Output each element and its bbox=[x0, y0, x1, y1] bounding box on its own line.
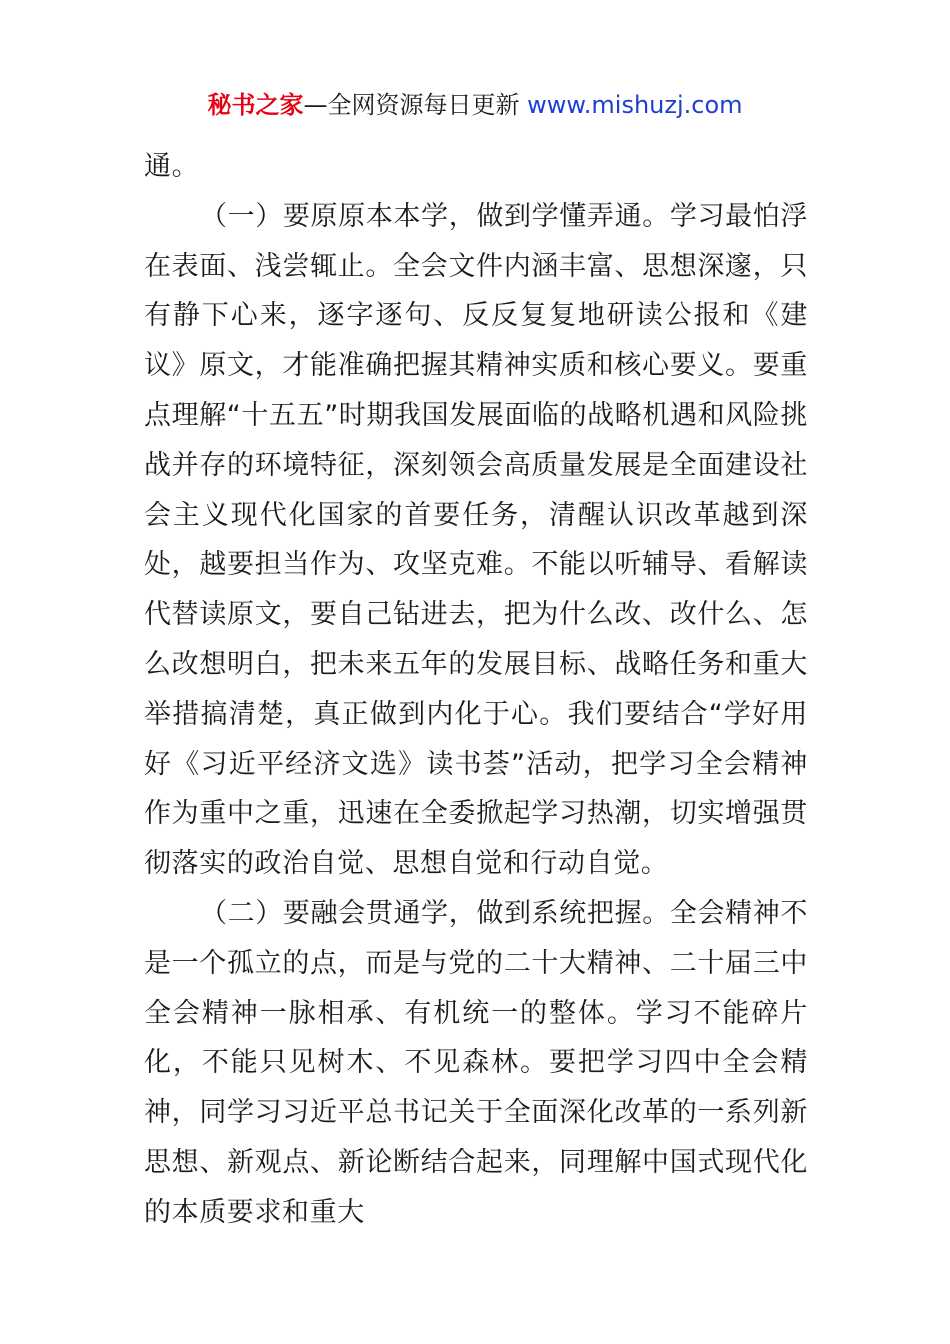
paragraph-section-1: （一）要原原本本学，做到学懂弄通。学习最怕浮在表面、浅尝辄止。全会文件内涵丰富、思想深邃，只有静下心来，逐字逐句、反反复复地研读公报和《建议》原文，才能准确把握其精神实质和核心要义。要重点理解“十五五”时期我国发展面临的战略机遇和风险挑战并存的环境特征，深刻领会高质量发展是全面建设社会主义现代化国家的首要任务，清醒认识改革越到深处，越要担当作为、攻坚克难。不能以听辅导、看解读代替读原文，要自己钻进去，把为什么改、改什么、怎么改想明白，把未来五年的发展目标、战略任务和重大举措搞清楚，真正做到内化于心。我们要结合“学好用好《习近平经济文选》读书荟”活动，把学习全会精神作为重中之重，迅速在全委掀起学习热潮，切实增强贯彻落实的政治自觉、思想自觉和行动自觉。 bbox=[144, 200, 808, 880]
document-body bbox=[144, 142, 808, 1238]
site-header bbox=[0, 88, 950, 122]
paragraph-section-2: （二）要融会贯通学，做到系统把握。全会精神不是一个孤立的点，而是与党的二十大精神、二十届三中全会精神一脉相承、有机统一的整体。学习不能碎片化，不能只见树木、不见森林。要把学习四中全会精神，同学习习近平总书记关于全面深化改革的一系列新思想、新观点、新论断结合起来，同理解中国式现代化的本质要求和重大 bbox=[144, 897, 808, 1228]
paragraph-continuation: 通。 bbox=[144, 151, 200, 182]
site-slogan: —全网资源每日更新 bbox=[303, 91, 528, 119]
site-brand: 秘书之家 bbox=[207, 91, 304, 119]
site-url-link[interactable]: www.mishuzj.com bbox=[527, 91, 743, 119]
